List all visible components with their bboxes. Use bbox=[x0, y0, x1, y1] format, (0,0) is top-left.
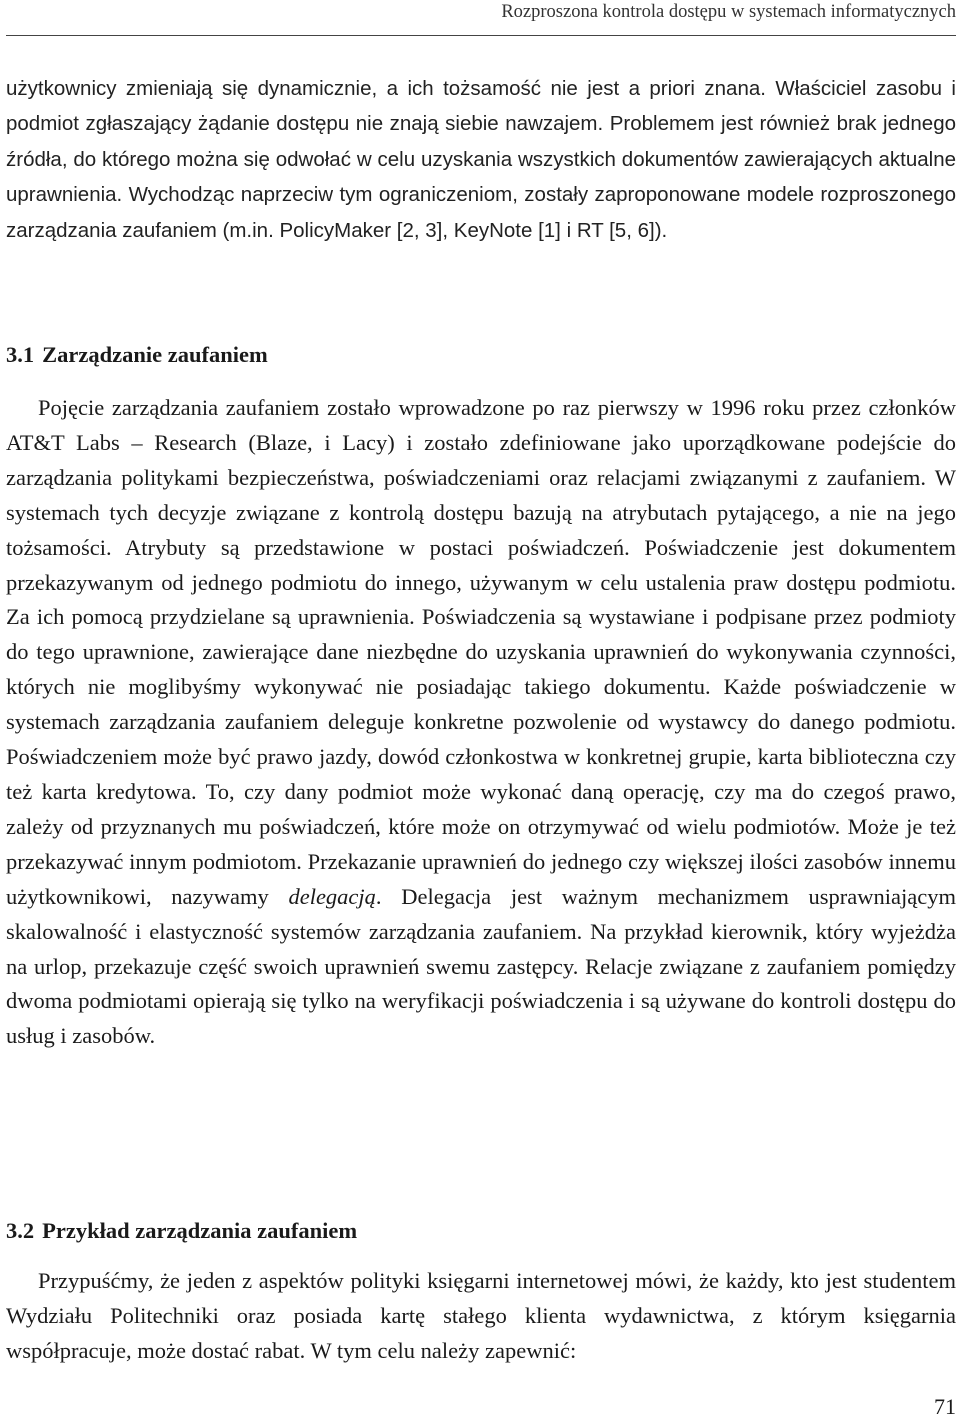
paragraph-text: Pojęcie zarządzania zaufaniem zostało wprowadzone po raz pierwszy w 1996 roku przez członków AT&T Labs – Research (Blaze, i Lacy) i zostało zdefiniowane jako uporządkowane podejście do zarządzania politykami bezpieczeństwa, poświadczeniami oraz relacjami związanymi z zaufaniem. W systemach tych decyzje związane z kontrolą dostępu bazują na atrybutach pytającego, a nie na jego tożsamości. Atrybuty są przedstawione w postaci poświadczeń. Poświadczenie jest dokumentem przekazywanym od jednego podmiotu do innego, używanym w celu ustalenia praw dostępu podmiotu. Za ich pomocą przydzielane są uprawnienia. Poświadczenia są wystawiane i podpisane przez podmioty do tego uprawnione, zawierające dane niezbędne do uzyskania uprawnień do wykonywania czynności, których nie moglibyśmy wykonywać nie posiadając takiego dokumentu. Każde poświadczenie w systemach zarządzania zaufaniem deleguje konkretne pozwolenie od wystawcy do danego podmiotu. Poświadczeniem może być prawo jazdy, dowód członkostwa w konkretnej grupie, karta biblioteczna czy też karta kredytowa. To, czy dany podmiot może wykonać daną operację, czy ma do czegoś prawo, zależy od przyznanych mu poświadczeń, które może on otrzymywać od wielu podmiotów. Może je też przekazywać innym podmiotom. Przekazanie uprawnień do jednego czy większej ilości zasobów innemu użytkownikowi, nazywamy bbox=[6, 395, 956, 909]
section-3-1-paragraph bbox=[6, 391, 956, 1054]
paragraph-text: . Delegacja jest ważnym mechanizmem usprawniającym skalowalność i elastyczność systemów zarządzania zaufaniem. Na przykład kierownik, który wyjeżdża na urlop, przekazuje część swoich uprawnień swemu zastępcy. Relacje związane z zaufaniem pomiędzy dwoma podmiotami opierają się tylko na weryfikacji poświadczenia i są używane do kontroli dostępu do usług i zasobów. bbox=[6, 883, 956, 1049]
running-head: Rozproszona kontrola dostępu w systemach informatycznych bbox=[501, 2, 956, 22]
section-heading-3-2 bbox=[6, 1218, 357, 1244]
section-heading-3-1 bbox=[6, 342, 268, 368]
intro-paragraph: użytkownicy zmieniają się dynamicznie, a ich tożsamość nie jest a priori znana. Właściciel zasobu i podmiot zgłaszający żądanie dostępu nie znają siebie nawzajem. Problemem jest również brak jednego źródła, do którego można się odwołać w celu uzyskania wszystkich dokumentów zawierających aktualne uprawnienia. Wychodząc naprzeciw tym ograniczeniom, zostały zaproponowane modele rozproszonego zarządzania zaufaniem (m.in. PolicyMaker [2, 3], KeyNote [1] i RT [5, 6]). bbox=[6, 77, 956, 242]
emphasized-term: delegacją bbox=[288, 883, 376, 909]
section-title: Zarządzanie zaufaniem bbox=[42, 342, 268, 367]
page-number: 71 bbox=[934, 1394, 956, 1419]
section-3-2-paragraph: Przypuśćmy, że jeden z aspektów polityki księgarni internetowej mówi, że każdy, kto jest studentem Wydziału Politechniki oraz posiada kartę stałego klienta wydawnictwa, z którym księgarnia współpracuje, może dostać rabat. W tym celu należy zapewnić: bbox=[6, 1268, 956, 1363]
section-number: 3.1 bbox=[6, 342, 35, 367]
section-number: 3.2 bbox=[6, 1218, 35, 1243]
section-title: Przykład zarządzania zaufaniem bbox=[42, 1218, 358, 1243]
header-rule bbox=[6, 35, 956, 36]
